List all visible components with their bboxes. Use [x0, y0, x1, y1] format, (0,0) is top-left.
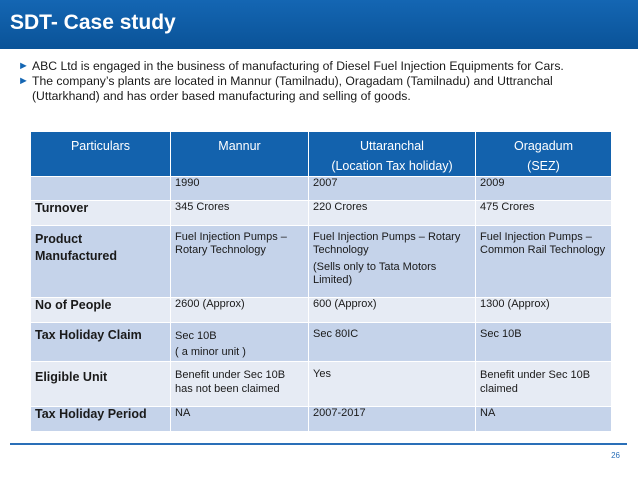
- header-mannur: Mannur: [171, 132, 309, 177]
- tax-claim-uttaranchal: Sec 80IC: [309, 323, 476, 362]
- year-uttaranchal: 2007: [309, 177, 476, 201]
- table-row-tax-claim: [31, 323, 612, 362]
- triangle-bullet-icon: ►: [18, 75, 29, 87]
- year-oragadum: 2009: [476, 177, 612, 201]
- bullet-item: [18, 74, 578, 104]
- footer-divider: [10, 443, 627, 445]
- people-uttaranchal: 600 (Approx): [309, 298, 476, 323]
- header-uttaranchal: Uttaranchal (Location Tax holiday): [309, 132, 476, 177]
- turnover-mannur: 345 Crores: [171, 201, 309, 226]
- triangle-bullet-icon: ►: [18, 60, 29, 72]
- header-oragadum: Oragadum (SEZ): [476, 132, 612, 177]
- table-row-turnover: [31, 201, 612, 226]
- year-label: [31, 177, 171, 201]
- people-label: No of People: [31, 298, 171, 323]
- eligible-label: Eligible Unit: [31, 362, 171, 407]
- product-mannur: Fuel Injection Pumps – Rotary Technology: [171, 226, 309, 298]
- period-uttaranchal: 2007-2017: [309, 407, 476, 432]
- bullet-text: The company’s plants are located in Mannur (Tamilnadu), Oragadam (Tamilnadu) and Uttranchal (Uttarkhand) and has order based manufacturing and selling of goods.: [32, 74, 553, 103]
- eligible-oragadum: Benefit under Sec 10B claimed: [476, 362, 612, 407]
- header-particulars: Particulars: [31, 132, 171, 177]
- table-row-period: [31, 407, 612, 432]
- table-row-eligible: [31, 362, 612, 407]
- product-label: Product Manufactured: [31, 226, 171, 298]
- title-bar: [0, 0, 638, 49]
- bullet-item: [18, 59, 578, 74]
- people-mannur: 2600 (Approx): [171, 298, 309, 323]
- table-row-product: [31, 226, 612, 298]
- case-study-table: [30, 131, 612, 432]
- table-header-row: [31, 132, 612, 177]
- eligible-mannur: Benefit under Sec 10B has not been claimed: [171, 362, 309, 407]
- product-uttaranchal: Fuel Injection Pumps – Rotary Technology (Sells only to Tata Motors Limited): [309, 226, 476, 298]
- product-oragadum: Fuel Injection Pumps – Common Rail Technology: [476, 226, 612, 298]
- eligible-uttaranchal: Yes: [309, 362, 476, 407]
- page-number: 26: [611, 451, 620, 460]
- people-oragadum: 1300 (Approx): [476, 298, 612, 323]
- table-row-people: [31, 298, 612, 323]
- period-mannur: NA: [171, 407, 309, 432]
- period-label: Tax Holiday Period: [31, 407, 171, 432]
- tax-claim-oragadum: Sec 10B: [476, 323, 612, 362]
- slide-title: SDT- Case study: [10, 11, 176, 34]
- period-oragadum: NA: [476, 407, 612, 432]
- table-row-year: [31, 177, 612, 201]
- tax-claim-label: Tax Holiday Claim: [31, 323, 171, 362]
- bullet-text: ABC Ltd is engaged in the business of manufacturing of Diesel Fuel Injection Equipments for Cars.: [32, 59, 564, 73]
- turnover-uttaranchal: 220 Crores: [309, 201, 476, 226]
- year-mannur: 1990: [171, 177, 309, 201]
- bullet-list: [18, 59, 578, 104]
- tax-claim-mannur: Sec 10B ( a minor unit ): [171, 323, 309, 362]
- turnover-oragadum: 475 Crores: [476, 201, 612, 226]
- turnover-label: Turnover: [31, 201, 171, 226]
